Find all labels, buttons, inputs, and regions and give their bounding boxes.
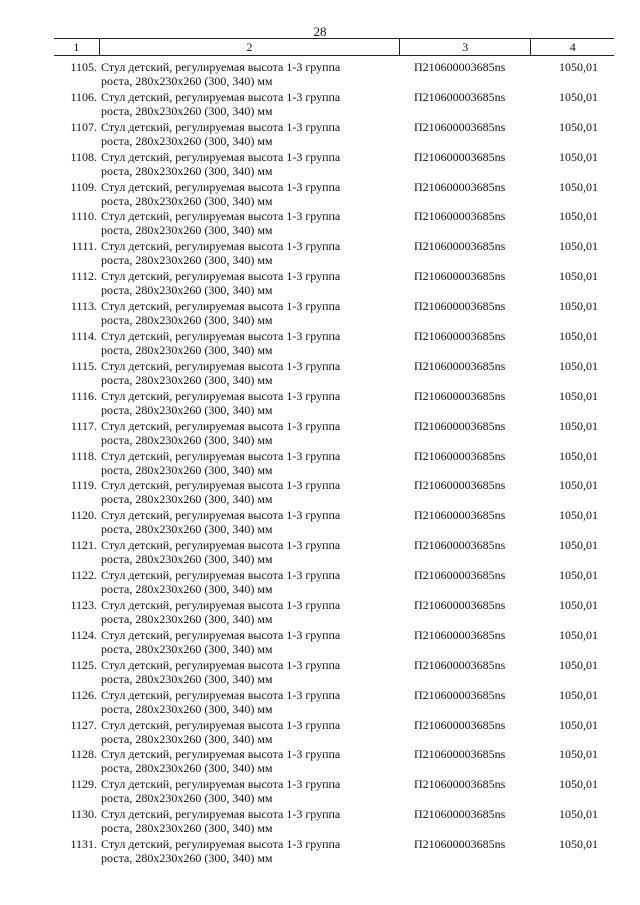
item-price: 1050,01 (559, 239, 598, 254)
item-code: П210600003685ns (414, 717, 506, 732)
item-description (99, 598, 400, 628)
description-line-1: Стул детский, регулируемая высота 1-3 группа (101, 448, 341, 463)
item-description (99, 508, 400, 538)
description-line-2: роста, 280x230x260 (300, 340) мм (101, 133, 273, 148)
description-line-2: роста, 280x230x260 (300, 340) мм (101, 522, 273, 537)
description-line-1: Стул детский, регулируемая высота 1-3 группа (101, 747, 341, 762)
item-description (99, 359, 400, 389)
description-line-1: Стул детский, регулируемая высота 1-3 группа (101, 508, 341, 523)
item-code: П210600003685ns (414, 448, 506, 463)
table-row (54, 538, 614, 568)
row-number: 1125. (70, 657, 97, 672)
description-line-2: роста, 280x230x260 (300, 340) мм (101, 402, 273, 417)
item-price: 1050,01 (559, 119, 598, 134)
column-header-2: 2 (100, 39, 400, 55)
item-description (99, 718, 400, 748)
item-price: 1050,01 (559, 60, 598, 74)
table-row (54, 807, 614, 837)
item-price: 1050,01 (559, 687, 598, 702)
table-row (54, 269, 614, 299)
description-line-2: роста, 280x230x260 (300, 340) мм (101, 671, 273, 686)
item-price: 1050,01 (559, 478, 598, 493)
item-description (99, 777, 400, 807)
table-row (54, 120, 614, 150)
description-line-1: Стул детский, регулируемая высота 1-3 группа (101, 329, 341, 344)
row-number: 1126. (70, 687, 97, 702)
item-description (99, 837, 400, 867)
item-description (99, 449, 400, 479)
item-price: 1050,01 (559, 388, 598, 403)
item-description (99, 150, 400, 180)
item-code: П210600003685ns (414, 60, 506, 74)
table-row (54, 209, 614, 239)
column-header-3: 3 (400, 39, 531, 55)
item-code: П210600003685ns (414, 89, 506, 104)
row-number: 1107. (70, 119, 97, 134)
row-number: 1123. (70, 598, 97, 613)
item-price: 1050,01 (559, 89, 598, 104)
description-line-1: Стул детский, регулируемая высота 1-3 группа (101, 598, 341, 613)
item-code: П210600003685ns (414, 627, 506, 642)
table-row (54, 747, 614, 777)
item-price: 1050,01 (559, 538, 598, 553)
description-line-2: роста, 280x230x260 (300, 340) мм (101, 462, 273, 477)
item-description (99, 478, 400, 508)
description-line-2: роста, 280x230x260 (300, 340) мм (101, 432, 273, 447)
table-row (54, 598, 614, 628)
description-line-1: Стул детский, регулируемая высота 1-3 группа (101, 388, 341, 403)
item-description (99, 60, 400, 90)
row-number: 1105. (70, 60, 97, 74)
item-code: П210600003685ns (414, 388, 506, 403)
table-row (54, 90, 614, 120)
item-description (99, 688, 400, 718)
item-code: П210600003685ns (414, 269, 506, 284)
table-row (54, 359, 614, 389)
item-price: 1050,01 (559, 209, 598, 224)
description-line-1: Стул детский, регулируемая высота 1-3 группа (101, 568, 341, 583)
description-line-1: Стул детский, регулируемая высота 1-3 группа (101, 777, 341, 792)
item-price: 1050,01 (559, 418, 598, 433)
row-number: 1109. (70, 179, 97, 194)
item-description (99, 299, 400, 329)
row-number: 1108. (70, 149, 97, 164)
description-line-1: Стул детский, регулируемая высота 1-3 группа (101, 807, 341, 822)
item-price: 1050,01 (559, 568, 598, 583)
item-code: П210600003685ns (414, 418, 506, 433)
item-code: П210600003685ns (414, 837, 506, 852)
item-code: П210600003685ns (414, 747, 506, 762)
table-row (54, 419, 614, 449)
item-price: 1050,01 (559, 747, 598, 762)
table-row (54, 478, 614, 508)
item-description (99, 120, 400, 150)
description-line-2: роста, 280x230x260 (300, 340) мм (101, 851, 273, 866)
row-number: 1118. (70, 448, 97, 463)
description-line-2: роста, 280x230x260 (300, 340) мм (101, 612, 273, 627)
description-line-1: Стул детский, регулируемая высота 1-3 группа (101, 657, 341, 672)
row-number: 1116. (70, 388, 97, 403)
row-number: 1129. (70, 777, 97, 792)
item-price: 1050,01 (559, 179, 598, 194)
description-line-2: роста, 280x230x260 (300, 340) мм (101, 253, 273, 268)
description-line-2: роста, 280x230x260 (300, 340) мм (101, 701, 273, 716)
row-number: 1121. (70, 538, 97, 553)
item-price: 1050,01 (559, 508, 598, 523)
description-line-1: Стул детский, регулируемая высота 1-3 группа (101, 418, 341, 433)
item-description (99, 389, 400, 419)
item-code: П210600003685ns (414, 179, 506, 194)
description-line-1: Стул детский, регулируемая высота 1-3 группа (101, 358, 341, 373)
item-code: П210600003685ns (414, 657, 506, 672)
description-line-2: роста, 280x230x260 (300, 340) мм (101, 74, 273, 88)
item-code: П210600003685ns (414, 538, 506, 553)
item-price: 1050,01 (559, 777, 598, 792)
item-description (99, 269, 400, 299)
item-description (99, 538, 400, 568)
row-number: 1115. (70, 358, 97, 373)
table-row (54, 777, 614, 807)
row-number: 1112. (70, 269, 97, 284)
item-description (99, 419, 400, 449)
item-price: 1050,01 (559, 149, 598, 164)
item-code: П210600003685ns (414, 239, 506, 254)
description-line-2: роста, 280x230x260 (300, 340) мм (101, 343, 273, 358)
description-line-2: роста, 280x230x260 (300, 340) мм (101, 791, 273, 806)
item-code: П210600003685ns (414, 329, 506, 344)
description-line-1: Стул детский, регулируемая высота 1-3 группа (101, 538, 341, 553)
description-line-1: Стул детский, регулируемая высота 1-3 группа (101, 299, 341, 314)
item-description (99, 239, 400, 269)
table-row (54, 60, 614, 90)
row-number: 1131. (70, 837, 97, 852)
table-header (54, 38, 614, 56)
row-number: 1106. (70, 89, 97, 104)
item-price: 1050,01 (559, 837, 598, 852)
item-price: 1050,01 (559, 448, 598, 463)
description-line-1: Стул детский, регулируемая высота 1-3 группа (101, 60, 341, 74)
row-number: 1114. (70, 329, 97, 344)
item-price: 1050,01 (559, 358, 598, 373)
item-code: П210600003685ns (414, 807, 506, 822)
table-row (54, 688, 614, 718)
item-code: П210600003685ns (414, 478, 506, 493)
description-line-2: роста, 280x230x260 (300, 340) мм (101, 372, 273, 387)
description-line-1: Стул детский, регулируемая высота 1-3 группа (101, 687, 341, 702)
description-line-2: роста, 280x230x260 (300, 340) мм (101, 492, 273, 507)
column-header-4: 4 (569, 40, 576, 54)
description-line-1: Стул детский, регулируемая высота 1-3 группа (101, 149, 341, 164)
description-line-2: роста, 280x230x260 (300, 340) мм (101, 223, 273, 238)
item-description (99, 628, 400, 658)
item-code: П210600003685ns (414, 598, 506, 613)
description-line-1: Стул детский, регулируемая высота 1-3 группа (101, 179, 341, 194)
table-row (54, 568, 614, 598)
item-description (99, 658, 400, 688)
description-line-2: роста, 280x230x260 (300, 340) мм (101, 641, 273, 656)
description-line-1: Стул детский, регулируемая высота 1-3 группа (101, 478, 341, 493)
description-line-1: Стул детский, регулируемая высота 1-3 группа (101, 837, 341, 852)
item-description (99, 90, 400, 120)
description-line-2: роста, 280x230x260 (300, 340) мм (101, 731, 273, 746)
table-row (54, 180, 614, 210)
description-line-1: Стул детский, регулируемая высота 1-3 группа (101, 239, 341, 254)
row-number: 1122. (70, 568, 97, 583)
row-number: 1120. (70, 508, 97, 523)
item-price: 1050,01 (559, 627, 598, 642)
column-header-1: 1 (54, 39, 100, 55)
item-price: 1050,01 (559, 598, 598, 613)
description-line-1: Стул детский, регулируемая высота 1-3 группа (101, 717, 341, 732)
table-body (54, 60, 614, 867)
description-line-2: роста, 280x230x260 (300, 340) мм (101, 552, 273, 567)
page-number: 28 (313, 24, 327, 39)
item-price: 1050,01 (559, 717, 598, 732)
item-code: П210600003685ns (414, 568, 506, 583)
item-code: П210600003685ns (414, 777, 506, 792)
table-row (54, 508, 614, 538)
table-row (54, 150, 614, 180)
item-price: 1050,01 (559, 807, 598, 822)
description-line-2: роста, 280x230x260 (300, 340) мм (101, 283, 273, 298)
description-line-1: Стул детский, регулируемая высота 1-3 группа (101, 269, 341, 284)
item-price: 1050,01 (559, 329, 598, 344)
description-line-1: Стул детский, регулируемая высота 1-3 группа (101, 209, 341, 224)
row-number: 1110. (70, 209, 97, 224)
table-row (54, 658, 614, 688)
item-description (99, 807, 400, 837)
row-number: 1130. (70, 807, 97, 822)
table-row (54, 389, 614, 419)
item-price: 1050,01 (559, 269, 598, 284)
item-code: П210600003685ns (414, 209, 506, 224)
row-number: 1124. (70, 627, 97, 642)
description-line-1: Стул детский, регулируемая высота 1-3 группа (101, 627, 341, 642)
item-price: 1050,01 (559, 299, 598, 314)
row-number: 1111. (71, 239, 97, 254)
item-code: П210600003685ns (414, 299, 506, 314)
item-description (99, 209, 400, 239)
table-row (54, 628, 614, 658)
item-price: 1050,01 (559, 657, 598, 672)
table-row (54, 239, 614, 269)
row-number: 1128. (70, 747, 97, 762)
description-line-2: роста, 280x230x260 (300, 340) мм (101, 313, 273, 328)
table-row (54, 449, 614, 479)
item-description (99, 747, 400, 777)
item-description (99, 329, 400, 359)
description-line-1: Стул детский, регулируемая высота 1-3 группа (101, 119, 341, 134)
description-line-2: роста, 280x230x260 (300, 340) мм (101, 821, 273, 836)
description-line-2: роста, 280x230x260 (300, 340) мм (101, 761, 273, 776)
table-row (54, 837, 614, 867)
description-line-1: Стул детский, регулируемая высота 1-3 группа (101, 89, 341, 104)
row-number: 1113. (70, 299, 97, 314)
item-code: П210600003685ns (414, 149, 506, 164)
item-code: П210600003685ns (414, 119, 506, 134)
row-number: 1117. (70, 418, 97, 433)
item-description (99, 180, 400, 210)
description-line-2: роста, 280x230x260 (300, 340) мм (101, 582, 273, 597)
item-code: П210600003685ns (414, 508, 506, 523)
item-code: П210600003685ns (414, 358, 506, 373)
table-row (54, 299, 614, 329)
row-number: 1127. (70, 717, 97, 732)
item-code: П210600003685ns (414, 687, 506, 702)
description-line-2: роста, 280x230x260 (300, 340) мм (101, 193, 273, 208)
table-row (54, 718, 614, 748)
item-description (99, 568, 400, 598)
table-row (54, 329, 614, 359)
row-number: 1119. (70, 478, 97, 493)
description-line-2: роста, 280x230x260 (300, 340) мм (101, 163, 273, 178)
description-line-2: роста, 280x230x260 (300, 340) мм (101, 103, 273, 118)
